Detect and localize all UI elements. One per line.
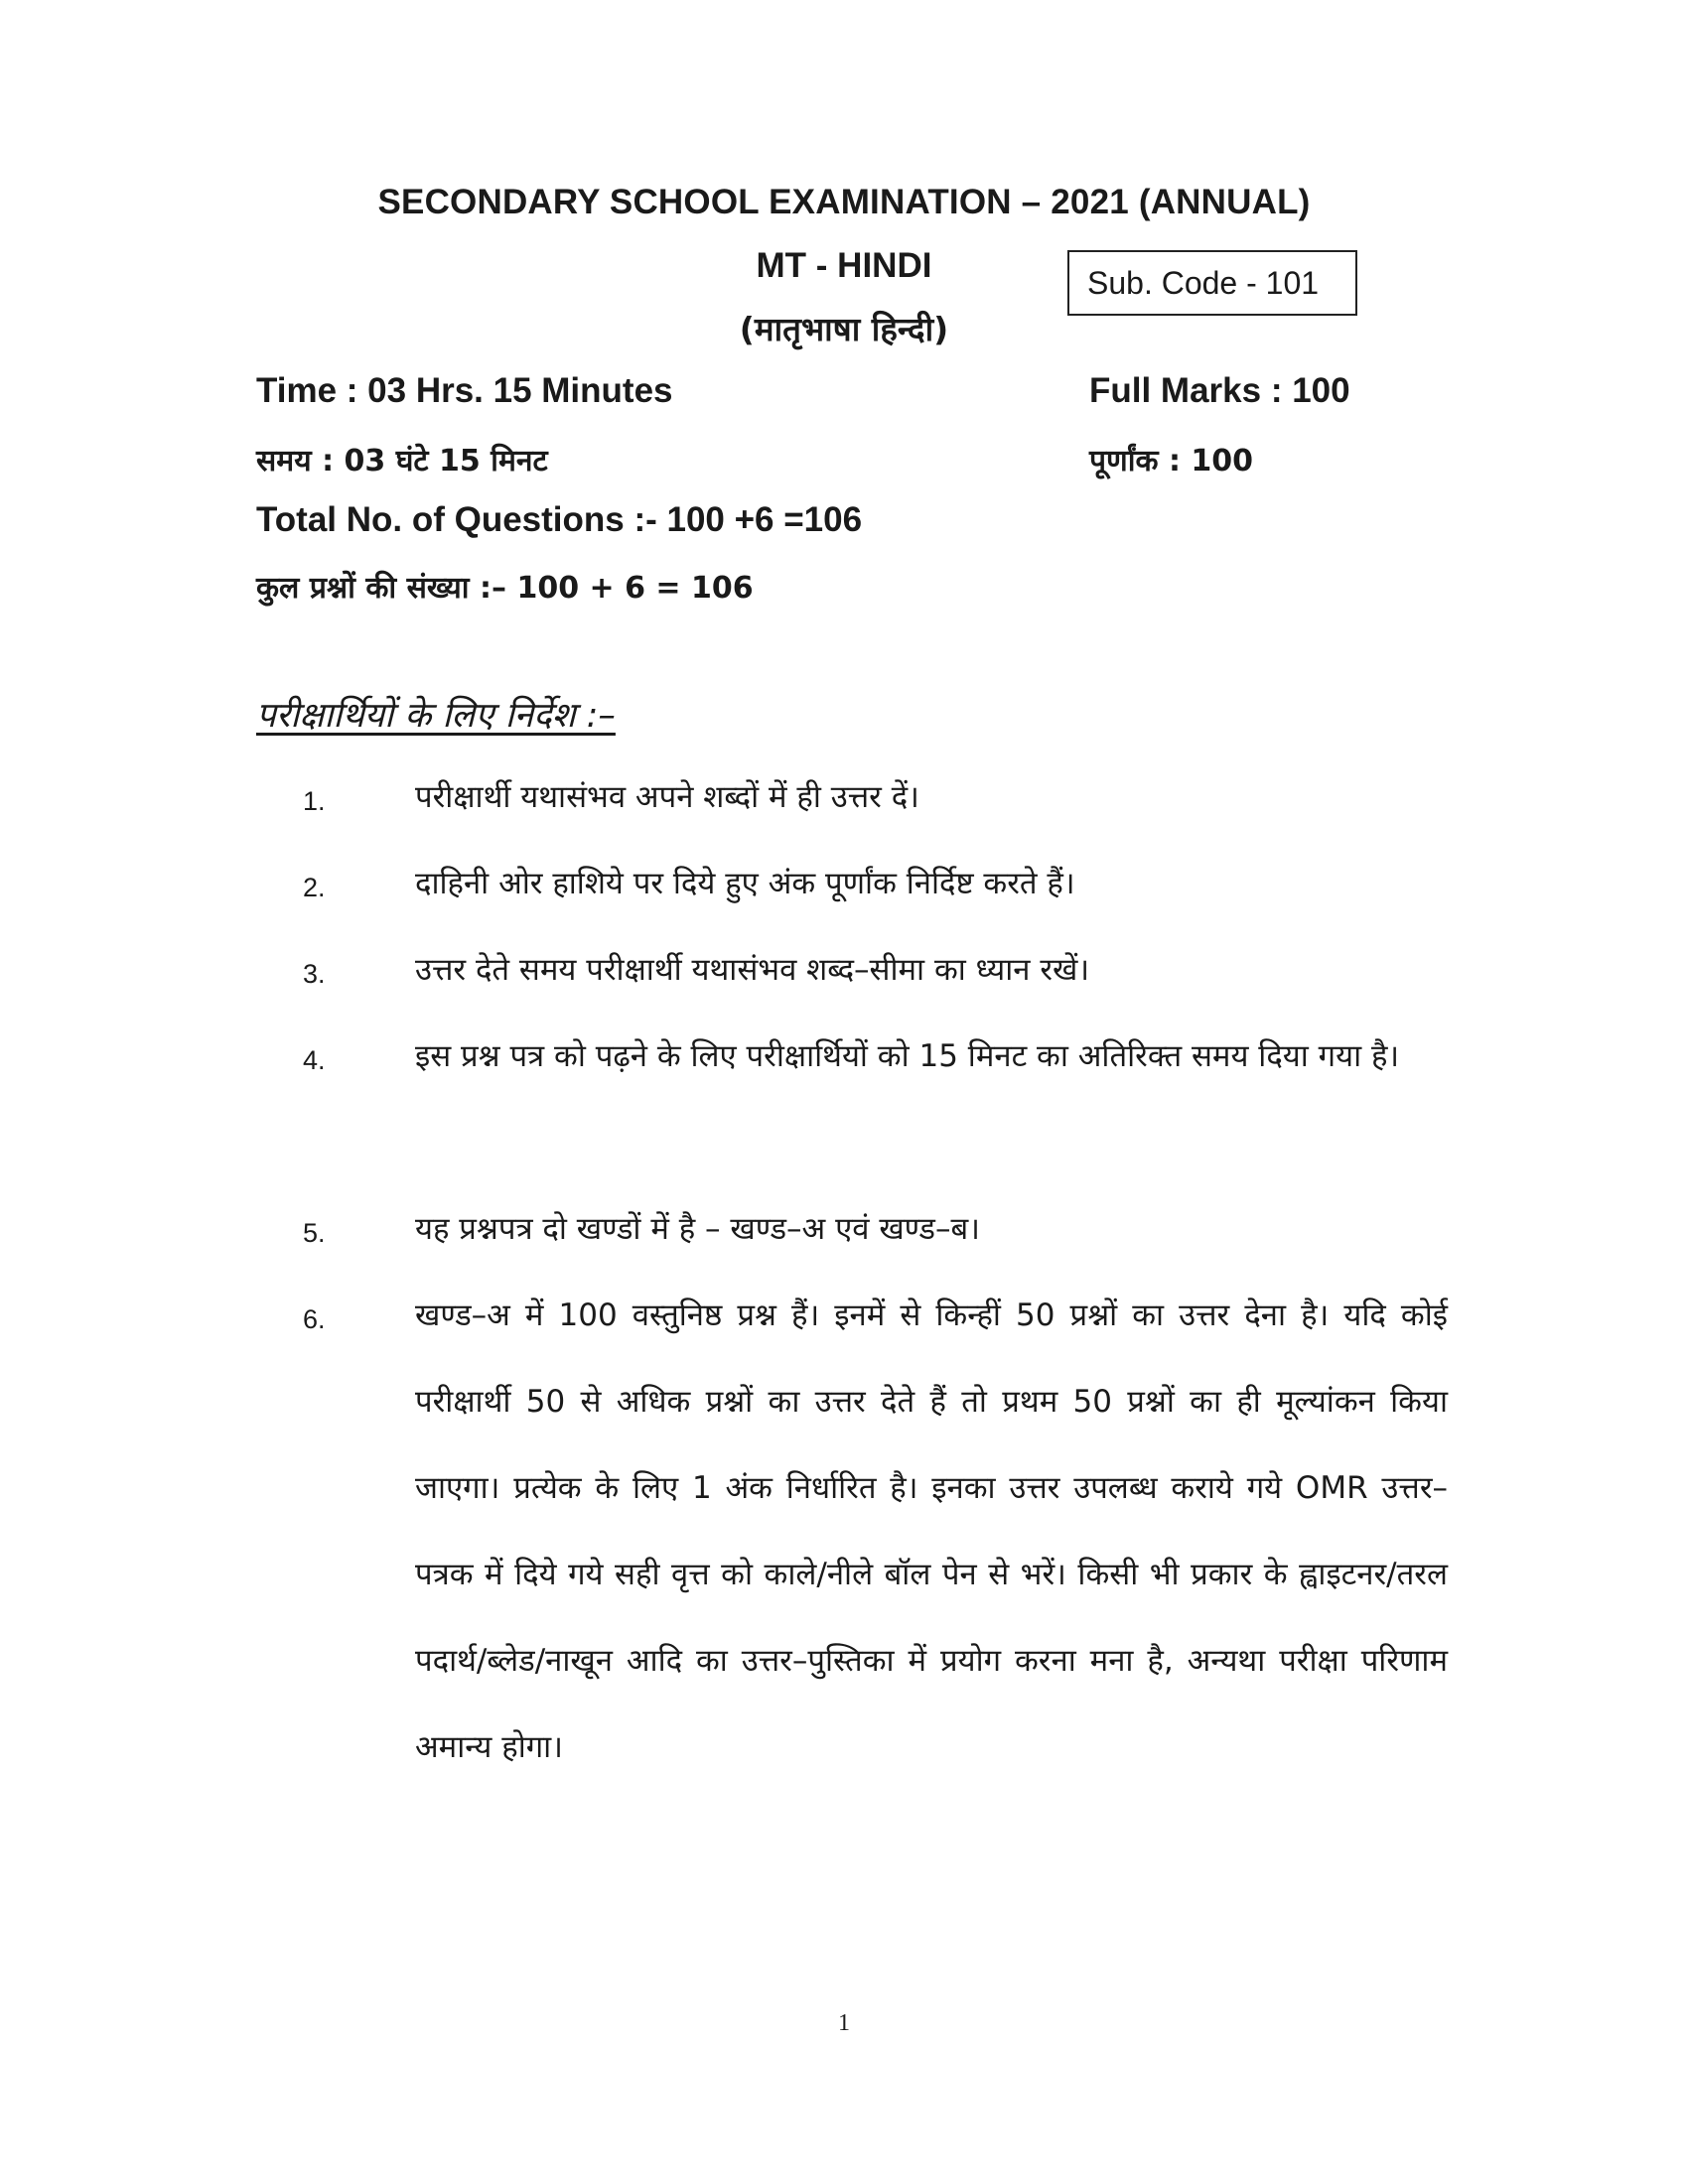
time-hindi: समय : 03 घंटे 15 मिनट [256,444,548,478]
instruction-text: इस प्रश्न पत्र को पढ़ने के लिए परीक्षार्थियों को 15 मिनट का अतिरिक्त समय दिया गया है। [415,1038,1400,1074]
instruction-text: दाहिनी ओर हाशिये पर दिये हुए अंक पूर्णांक निर्दिष्ट करते हैं। [415,866,1075,901]
instruction-number: 4. [303,1045,326,1075]
instruction-number: 1. [303,786,326,816]
instruction-text: यह प्रश्नपत्र दो खण्डों में है – खण्ड–अ एवं खण्ड–ब। [415,1211,980,1247]
instruction-number: 3. [303,959,326,989]
time-english: Time : 03 Hrs. 15 Minutes [256,371,673,410]
full-marks-english: Full Marks : 100 [1089,371,1350,410]
page-number: 1 [838,2010,850,2036]
instruction-text: परीक्षार्थी यथासंभव अपने शब्दों में ही उत्तर दें। [415,779,919,815]
subject-name: MT - HINDI [756,246,932,285]
instructions-heading: परीक्षार्थियों के लिए निर्देश :– [256,696,616,736]
subject-name-hindi: (मातृभाषा हिन्दी) [739,310,949,348]
instruction-text: उत्तर देते समय परीक्षार्थी यथासंभव शब्द–सीमा का ध्यान रखें। [415,952,1090,988]
instruction-number: 6. [303,1304,326,1334]
total-questions-english: Total No. of Questions :- 100 +6 =106 [256,500,863,539]
instruction-number: 2. [303,873,326,902]
total-questions-hindi: कुल प्रश्नों की संख्या :– 100 + 6 = 106 [256,571,754,606]
instruction-text: खण्ड–अ में 100 वस्तुनिष्ठ प्रश्न हैं। इनमें से किन्हीं 50 प्रश्नों का उत्तर देना है। यदि कोई परीक्षार्थी 50 से अधिक प्रश्नों का उत्तर देते हैं तो प्रथम 50 प्रश्नों का ही मूल्यांकन किया जाएगा। प्रत्येक के लिए 1 अंक निर्धारित है। इनका उत्तर उपलब्ध कराये गये OMR उत्तर–पत्रक में दिये गये सही वृत्त को काले/नीले बॉल पेन से भरें। किसी भी प्रकार के ह्वाइटनर/तरल पदार्थ/ब्लेड/नाखून आदि का उत्तर–पुस्तिका में प्रयोग करना मना है, अन्यथा परीक्षा परिणाम अमान्य होगा। [415,1297,1448,1765]
subject-code-box: Sub. Code - 101 [1067,250,1357,316]
full-marks-hindi: पूर्णांक : 100 [1089,444,1254,478]
exam-title: SECONDARY SCHOOL EXAMINATION – 2021 (ANNUAL) [377,183,1311,221]
instruction-number: 5. [303,1218,326,1248]
